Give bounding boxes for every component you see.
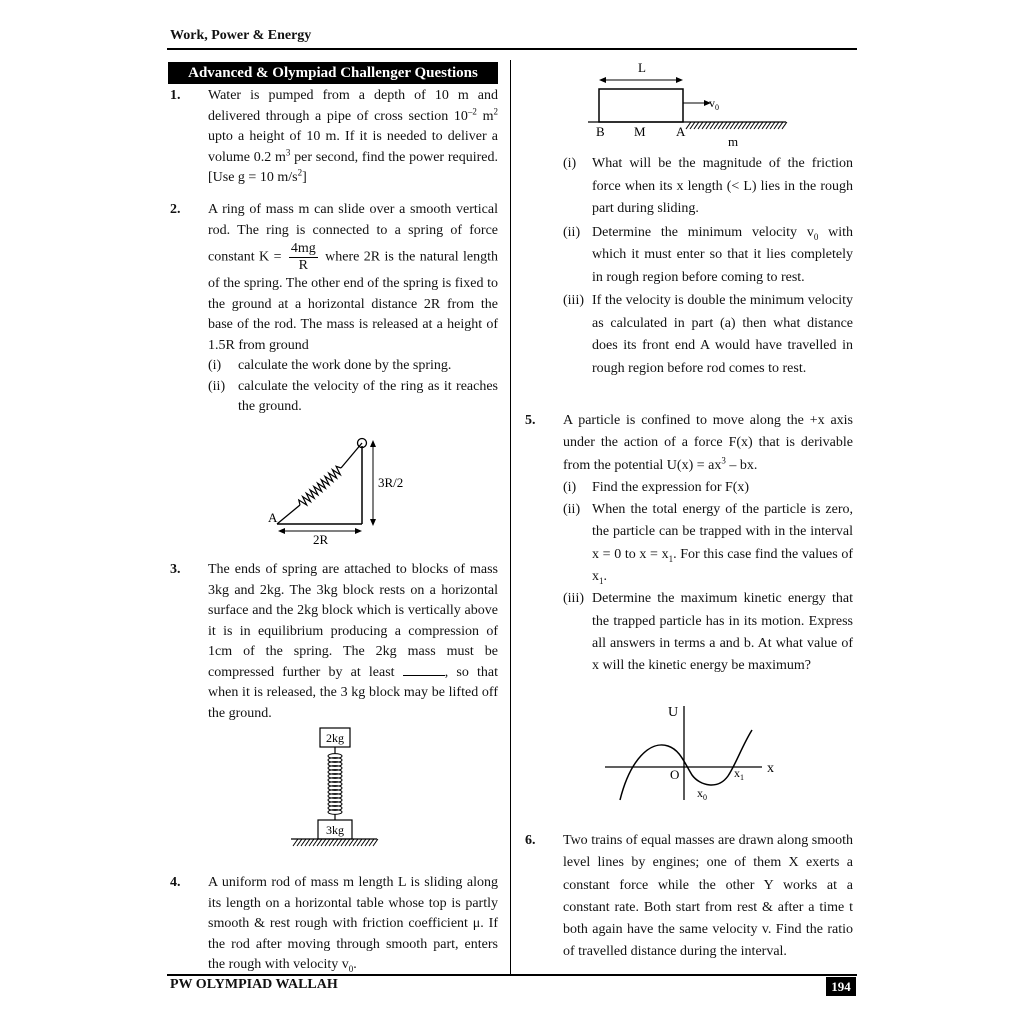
rod-table-figure (588, 58, 798, 150)
question-text: The ends of spring are attached to blocks of mass 3kg and 2kg. The 3kg block rests on a horizontal surface and the 2kg block which is vertically above it is in equilibrium producing a compression of 1cm of the spring. The 2kg mass must be compressed further by at least , so that when it is released, the 3 kg block may be lifted off the ground. (208, 562, 498, 721)
page-number: 194 (826, 977, 856, 996)
spring-blocks-figure (285, 726, 385, 854)
x1-label: $x_1$ (734, 766, 744, 782)
length-label: L (638, 60, 646, 75)
point-a-label: A (676, 124, 686, 139)
subpart-ii: (ii) Determine the minimum velocity $v_0$ with which it must enter so that it lies completely in rough region before coming to rest. (563, 224, 854, 285)
question-number: 4. (170, 875, 181, 890)
question-number: 1. (170, 88, 181, 103)
subpart-i: (i) What will be the magnitude of the friction force when its x length (< L) lies in the rough part during sliding. (563, 156, 853, 216)
footer-brand: PW OLYMPIAD WALLAH (170, 977, 338, 992)
page-header-title: Work, Power & Energy (170, 28, 312, 43)
vertical-spring (328, 754, 342, 815)
question-text: A uniform rod of mass m length L is sliding along its length on a horizontal table whose top is partly smooth & rest rough with friction coefficient μ. If the rod after moving through smooth part, enters the rough with velocity $v_0$. (208, 875, 498, 974)
subpart-ii: (ii) calculate the velocity of the ring as it reaches the ground. (208, 378, 498, 414)
question-4-subparts (563, 153, 853, 380)
question-text: Two trains of equal masses are drawn along smooth level lines by engines; one of them X exerts a constant force while the other Y works at a constant rate. Both start from rest & after a time t both again have the same velocity v. Find the ratio of travelled distance during the interval. (563, 833, 853, 960)
subpart-iii: (iii) If the velocity is double the minimum velocity as calculated in part (a) then what distance does its front end A would have travelled in rough region before rod comes to rest. (563, 293, 853, 376)
mass-m-label: M (634, 124, 646, 139)
question-number: 2. (170, 202, 181, 217)
height-label: 3R/2 (378, 475, 404, 490)
point-a-label: A (268, 510, 278, 525)
question-number: 6. (525, 833, 536, 848)
base-label: 2R (313, 532, 329, 547)
question-text: Water is pumped from a depth of 10 m and delivered through a pipe of cross section $10^{-2}$ $m^2$ upto a height of 10 m. If it is needed to deliver a volume 0.2 $m^3$ per second, find the power required. [Use g = 10 $m/s^2$] (208, 88, 499, 185)
x-axis-label: x (767, 761, 774, 776)
subpart-i: (i) Find the expression for F(x) (563, 479, 750, 495)
block-2kg-label: 2kg (326, 731, 344, 745)
velocity-label: $v_0$ (709, 96, 719, 112)
section-title: Advanced & Olympiad Challenger Questions (168, 62, 498, 84)
origin-label: O (670, 767, 680, 782)
subpart-ii: (ii) When the total energy of the particle is zero, the particle can be trapped with in the interval x = 0 to $x = x_1$. For this case find the values of $x_1$. (563, 502, 853, 586)
subpart-i: (i) calculate the work done by the spring. (208, 358, 452, 373)
rough-m-label: m (728, 134, 739, 149)
question-number: 3. (170, 562, 181, 577)
question-number: 5. (525, 413, 536, 428)
rough-surface-hatching (686, 122, 787, 129)
potential-curve-figure (600, 700, 790, 808)
header-rule (167, 48, 857, 50)
x0-label: $x_0$ (697, 786, 707, 802)
question-text: A particle is confined to move along the +x axis under the action of a force F(x) that is derivable from the potential $U(x) = ax^3$ – bx. (i) Find the expression for F(x) (ii) When the total energy of the particle is zero, the particle can be trapped with in the interval x = 0 to $x = x_1$. For this case find the values of $x_1$. (iii) Determine the maximum kinetic energy that the trapped particle has in its motion. Express all answers in terms a and b. At what value of x will the kinetic energy be maximum? (563, 410, 853, 678)
subpart-iii: (iii) Determine the maximum kinetic energy that the trapped particle has in its motion. Express all answers in terms a and b. At what value of x will the kinetic energy be maximum? (563, 591, 853, 674)
ground-hatching (293, 839, 378, 846)
answer-blank (403, 663, 445, 676)
spring-constant-fraction: $\frac{4mg}{R}$ (290, 241, 316, 273)
column-divider (510, 60, 511, 974)
point-b-label: B (596, 124, 605, 139)
block-3kg-label: 3kg (326, 823, 344, 837)
spring-ring-figure (255, 432, 415, 548)
question-text: A ring of mass m can slide over a smooth vertical rod. The ring is connected to a spring of force constant K = $\frac{4mg}{R}$ where 2R is the natural length of the spring. The other end of the spring is fixed to the ground at a horizontal distance 2R from the base of the rod. The mass is released at a height of 1.5R from ground (i) calculate the work done by the spring. (ii) calculate the velocity of the ring as it reaches the ground. (208, 200, 498, 418)
u-axis-label: U (668, 705, 679, 720)
